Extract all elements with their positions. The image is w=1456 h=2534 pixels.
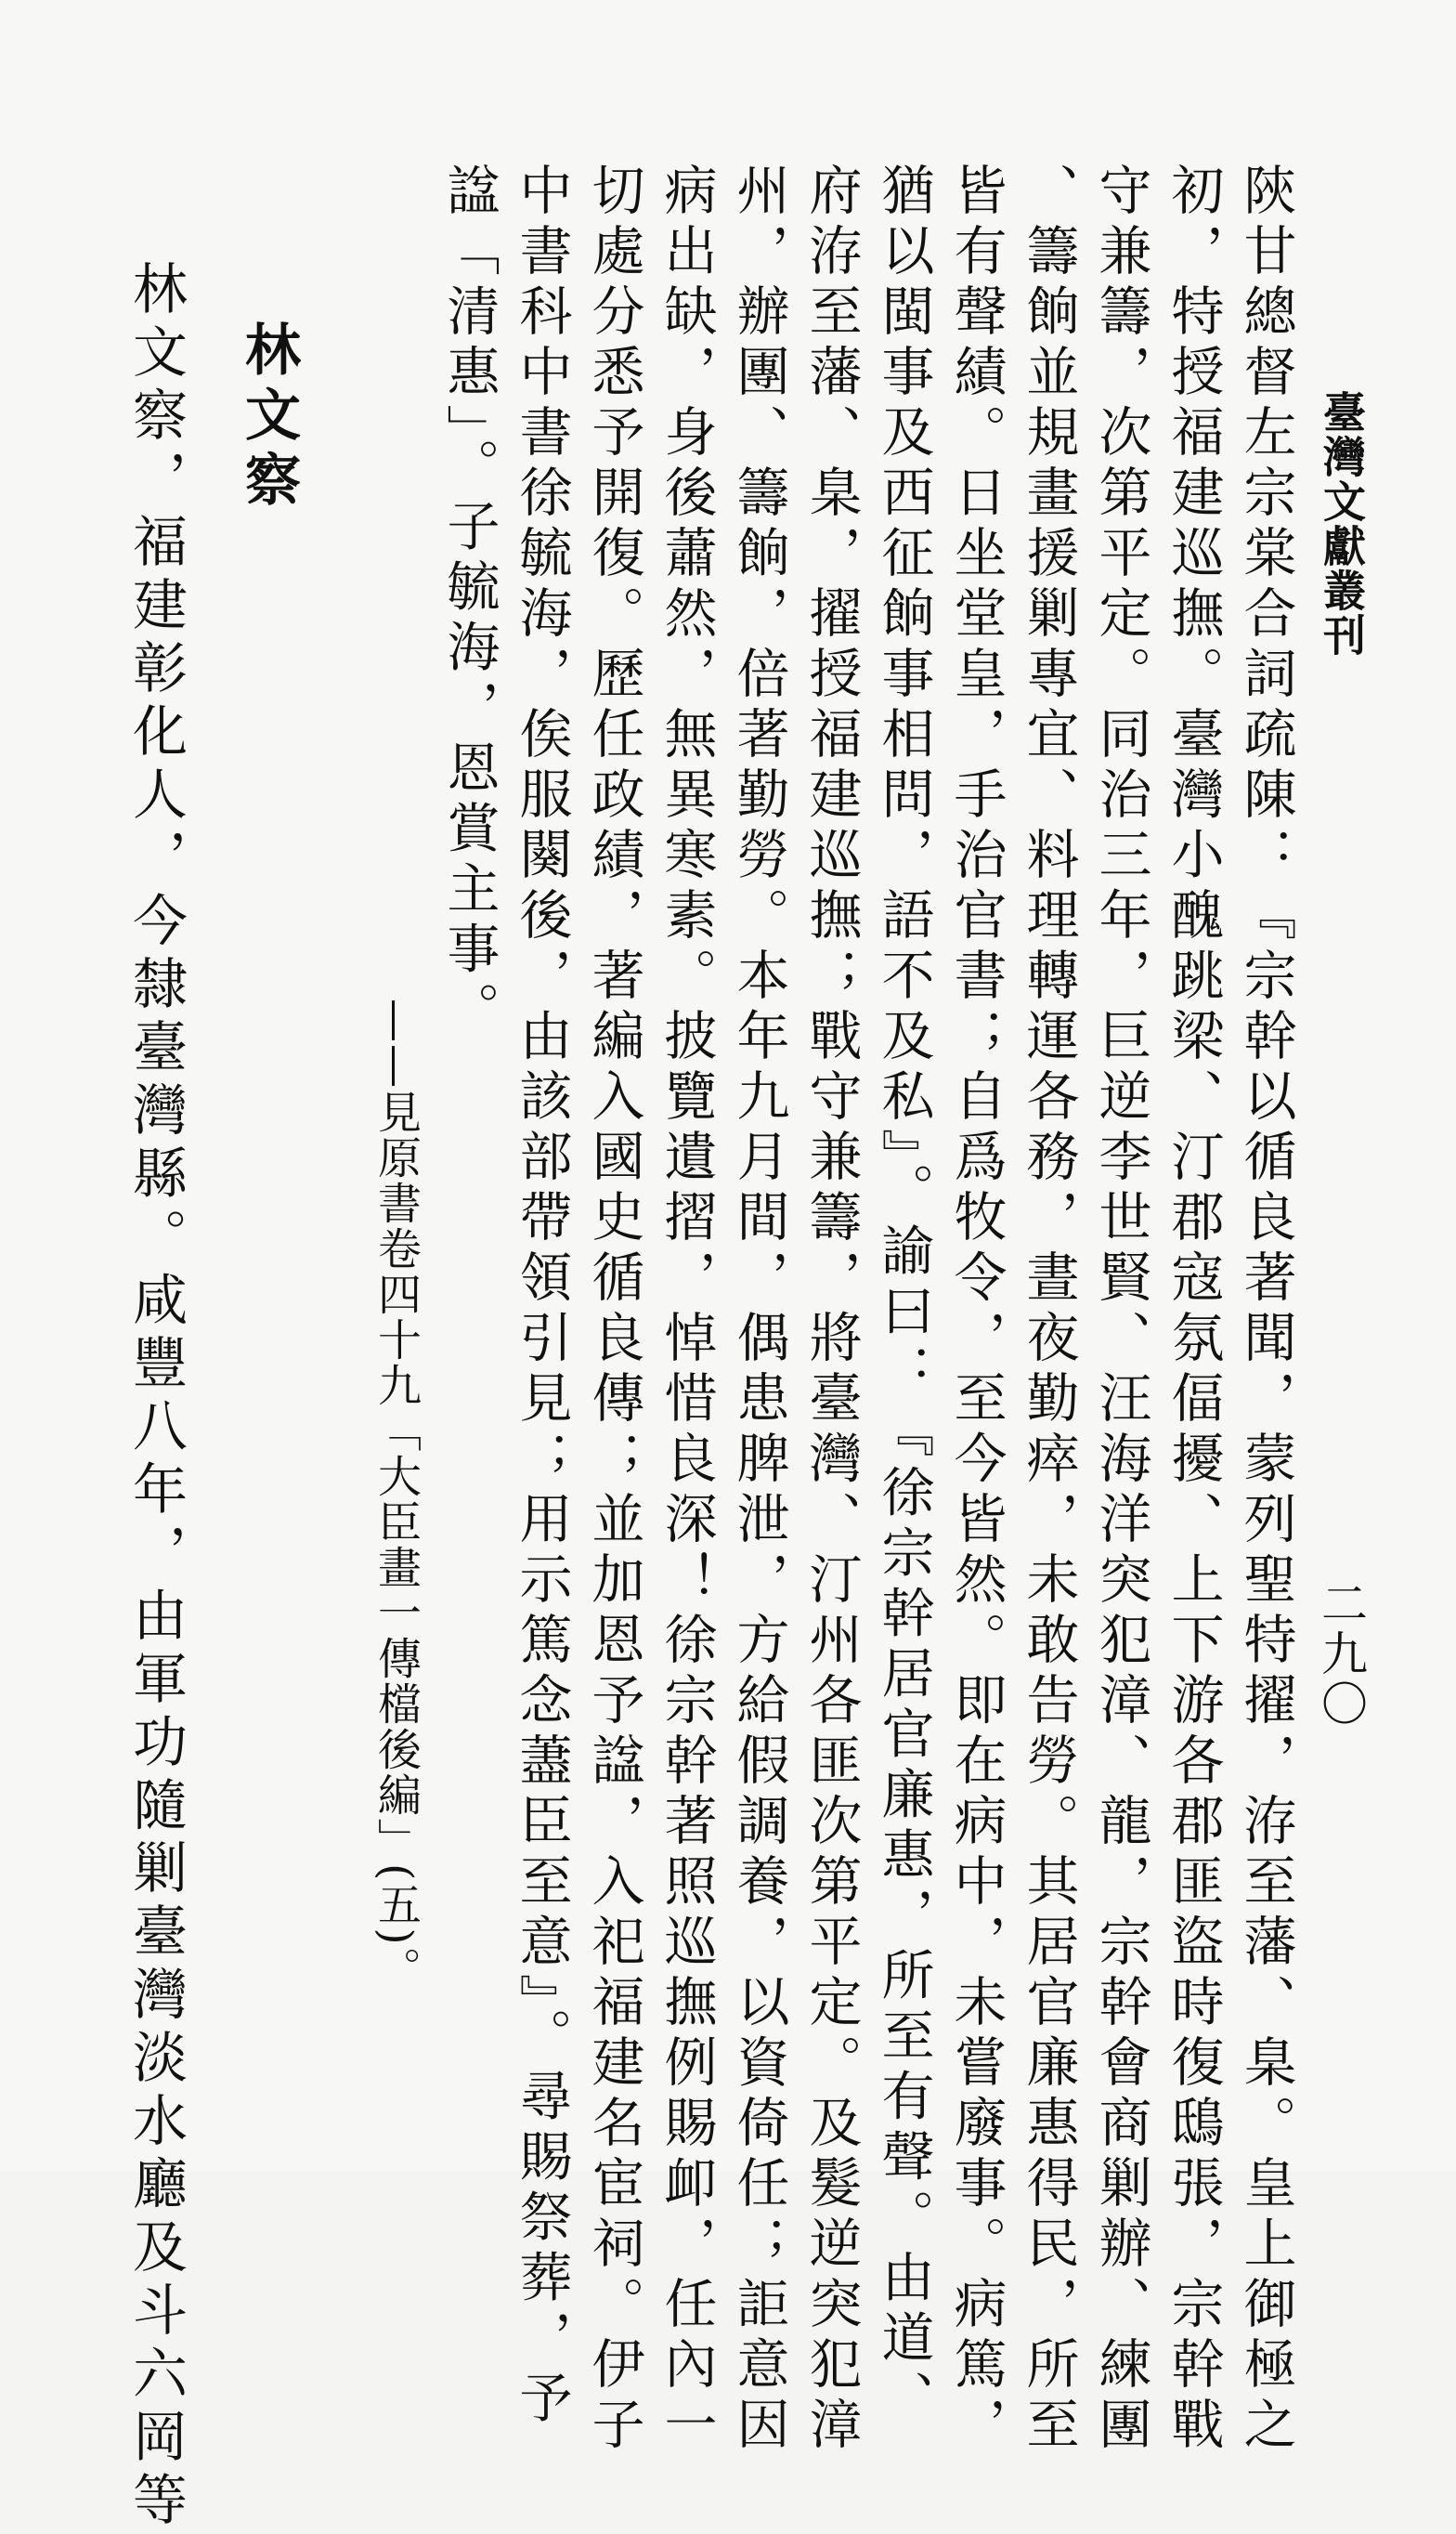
text-column: 諡「清惠」。子毓海，恩賞主事。 <box>438 163 500 1042</box>
source-citation: ——見原書卷四十九「大臣畫一傳檔後編」(五)。 <box>370 999 422 1992</box>
running-title: 臺灣文獻叢刊 <box>1317 390 1367 658</box>
text-column: 守兼籌，次第平定。同治三年，巨逆李世賢、汪海洋突犯漳、龍，宗幹會商剿辦、練團 <box>1090 163 1151 2457</box>
text-column: 、籌餉並規畫援剿專宜、料理轉運各務，晝夜勤瘁，未敢告勞。其居官廉惠得民，所至 <box>1018 163 1079 2457</box>
text-column: 州，辦團、籌餉，倍著勤勞。本年九月間，偶患脾泄，方給假調養，以資倚任；詎意因 <box>728 163 789 2457</box>
page-number: 二九〇 <box>1314 1579 1368 1730</box>
text-column: 皆有聲績。日坐堂皇，手治官書；自爲牧令，至今皆然。即在病中，未嘗廢事。病篤， <box>945 163 1007 2457</box>
text-column: 猶以閩事及西征餉事相問，語不及私』。諭曰：『徐宗幹居官廉惠，所至有聲。由道、 <box>873 163 934 2431</box>
body-text <box>433 163 1302 2457</box>
section-first-line: 林文察，福建彰化人，今隸臺灣縣。咸豐八年，由軍功隨剿臺灣淡水廳及斗六岡等 <box>124 260 188 2534</box>
text-column: 中書科中書徐毓海，俟服闋後，由該部帶領引見；用示篤念藎臣至意』。尋賜祭葬，予 <box>511 163 572 2431</box>
text-column: 切處分悉予開復。歷任政績，著編入國史循良傳；並加恩予諡，入祀福建名宦祠。伊子 <box>583 163 644 2457</box>
section-heading: 林文察 <box>236 320 301 516</box>
text-column: 初，特授福建巡撫。臺灣小醜跳梁、汀郡寇氛偪擾、上下游各郡匪盜時復鴟張，宗幹戰 <box>1163 163 1224 2457</box>
text-column: 病出缺，身後蕭然，無異寒素。披覽遺摺，悼惜良深！徐宗幹著照巡撫例賜卹，任內一 <box>656 163 717 2457</box>
text-column: 陝甘總督左宗棠合詞疏陳：『宗幹以循良著聞，蒙列聖特擢，洊至藩、臬。皇上御極之 <box>1235 163 1296 2457</box>
text-column: 府洊至藩、臬，擢授福建巡撫；戰守兼籌，將臺灣、汀州各匪次第平定。及髮逆突犯漳 <box>800 163 862 2457</box>
